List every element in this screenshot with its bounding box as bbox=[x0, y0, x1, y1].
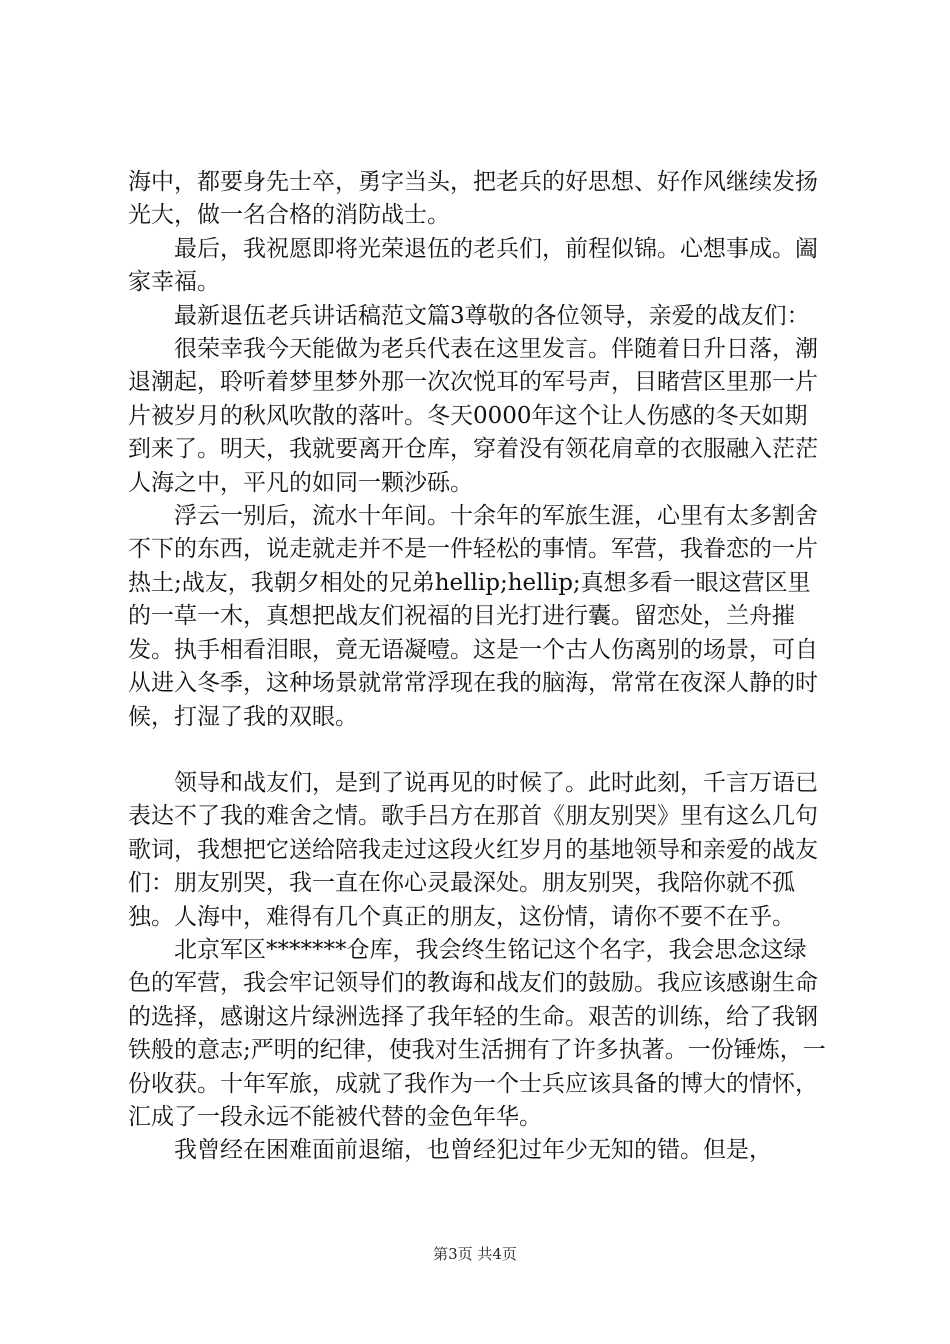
paragraph-opening: 很荣幸我今天能做为老兵代表在这里发言。伴随着日升日落，潮退潮起，聆听着梦里梦外那一次次悦耳的军号声，目睹营区里那一片片被岁月的秋风吹散的落叶。冬天0000年这个让人伤感的冬天如期到来了。明天，我就要离开仓库，穿着没有领花肩章的衣服融入茫茫人海之中，平凡的如同一颗沙砾。 bbox=[128, 336, 818, 496]
page-number-footer: 第3页 共4页 bbox=[433, 1245, 517, 1263]
paragraph-farewell: 浮云一别后，流水十年间。十余年的军旅生涯，心里有太多割舍不下的东西，说走就走并不是一件轻松的事情。军营，我眷恋的一片热土;战友，我朝夕相处的兄弟hellip;hellip;真想多看一眼这营区里的一草一木，真想把战友们祝福的目光打进行囊。留恋处，兰舟摧发。执手相看泪眼，竟无语凝噎。这是一个古人伤离别的场景，可自从进入冬季，这种场景就常常浮现在我的脑海，常常在夜深人静的时候，打湿了我的双眼。 bbox=[128, 503, 818, 730]
body-text bbox=[128, 166, 828, 1168]
paragraph-gap bbox=[128, 734, 828, 767]
paragraph-song: 领导和战友们，是到了说再见的时候了。此时此刻，千言万语已表达不了我的难舍之情。歌手吕方在那首《朋友别哭》里有这么几句歌词，我想把它送给陪我走过这段火红岁月的基地领导和亲爱的战友们：朋友别哭，我一直在你心灵最深处。朋友别哭，我陪你就不孤独。人海中，难得有几个真正的朋友，这份情，请你不要不在乎。 bbox=[128, 769, 818, 930]
paragraph-closing-wishes: 最后，我祝愿即将光荣退伍的老兵们，前程似锦。心想事成。阖家幸福。 bbox=[128, 235, 818, 296]
paragraph-speech-title: 最新退伍老兵讲话稿范文篇3尊敬的各位领导，亲爱的战友们： bbox=[174, 302, 810, 329]
paragraph-reflection: 我曾经在困难面前退缩，也曾经犯过年少无知的错。但是， bbox=[174, 1137, 772, 1164]
paragraph-continuation: 海中，都要身先士卒，勇字当头，把老兵的好思想、好作风继续发扬光大，做一名合格的消防战士。 bbox=[128, 169, 818, 229]
paragraph-beijing-depot: 北京军区*******仓库，我会终生铭记这个名字，我会思念这绿色的军营，我会牢记领导们的教诲和战友们的鼓励。我应该感谢生命的选择，感谢这片绿洲选择了我年轻的生命。艰苦的训练，给了我钢铁般的意志;严明的纪律，使我对生活拥有了许多执著。一份锤炼，一份收获。十年军旅，成就了我作为一个士兵应该具备的博大的情怀，汇成了一段永远不能被代替的金色年华。 bbox=[128, 936, 826, 1130]
